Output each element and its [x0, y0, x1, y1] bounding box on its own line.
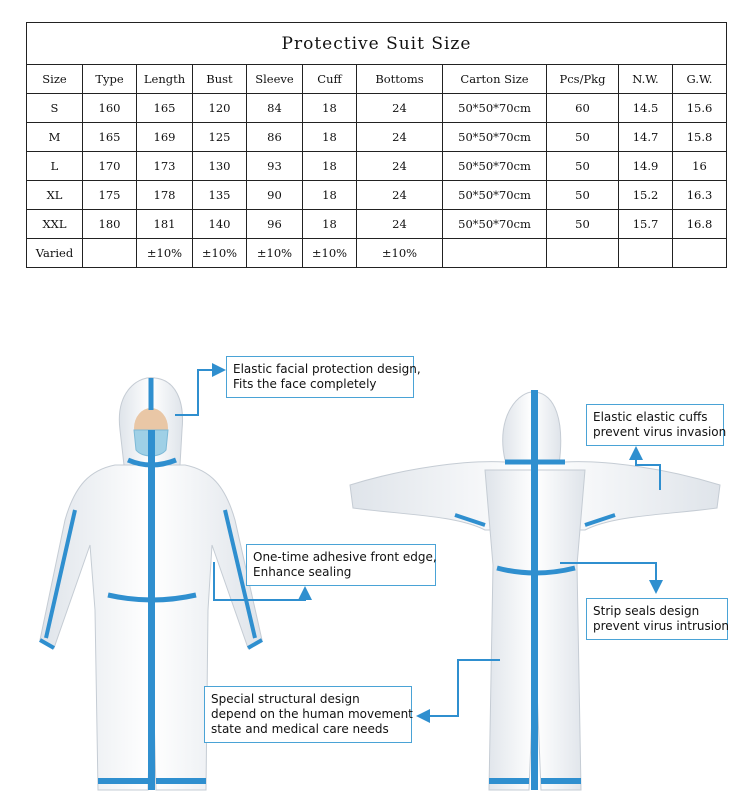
table-cell: 181 — [137, 210, 193, 239]
table-cell: ±10% — [303, 239, 357, 268]
table-cell: 16.8 — [673, 210, 727, 239]
table-cell: XXL — [27, 210, 83, 239]
table-cell: 165 — [137, 94, 193, 123]
table-row — [27, 123, 727, 152]
table-cell: M — [27, 123, 83, 152]
column-header: Size — [27, 65, 83, 94]
table-cell: S — [27, 94, 83, 123]
callout-line: Elastic elastic cuffs — [593, 410, 708, 424]
table-cell: 18 — [303, 181, 357, 210]
table-cell: 50 — [547, 181, 619, 210]
table-cell: 18 — [303, 152, 357, 181]
table-cell: 165 — [83, 123, 137, 152]
callout-line: state and medical care needs — [211, 722, 389, 736]
callout-structural-design — [204, 686, 412, 743]
callout-line: prevent virus invasion — [593, 425, 727, 439]
table-cell: 14.5 — [619, 94, 673, 123]
table-cell: 24 — [357, 181, 443, 210]
table-cell: XL — [27, 181, 83, 210]
table-cell: 50*50*70cm — [443, 152, 547, 181]
callout-line: One-time adhesive front edge, — [253, 550, 437, 564]
table-row-varied — [27, 239, 727, 268]
table-cell: 14.7 — [619, 123, 673, 152]
table-cell: 90 — [247, 181, 303, 210]
table-cell: 140 — [193, 210, 247, 239]
table-cell: L — [27, 152, 83, 181]
size-table — [26, 22, 727, 268]
column-header: Carton Size — [443, 65, 547, 94]
table-cell: 50*50*70cm — [443, 181, 547, 210]
callout-line: Special structural design — [211, 692, 360, 706]
table-cell: 130 — [193, 152, 247, 181]
table-cell — [673, 239, 727, 268]
product-photo-area — [0, 330, 750, 800]
callout-line: Fits the face completely — [233, 377, 377, 391]
table-cell: 50 — [547, 123, 619, 152]
table-row — [27, 181, 727, 210]
table-cell: 50*50*70cm — [443, 210, 547, 239]
callout-line: Elastic facial protection design, — [233, 362, 421, 376]
table-title: Protective Suit Size — [27, 23, 727, 65]
table-cell — [619, 239, 673, 268]
table-cell: 160 — [83, 94, 137, 123]
table-cell: 15.8 — [673, 123, 727, 152]
table-cell: 86 — [247, 123, 303, 152]
column-header: Pcs/Pkg — [547, 65, 619, 94]
column-header: G.W. — [673, 65, 727, 94]
table-cell — [547, 239, 619, 268]
table-header-row — [27, 65, 727, 94]
table-cell: 180 — [83, 210, 137, 239]
table-cell: 50*50*70cm — [443, 94, 547, 123]
table-cell: 18 — [303, 94, 357, 123]
table-cell: ±10% — [137, 239, 193, 268]
column-header: Bottoms — [357, 65, 443, 94]
table-cell: 178 — [137, 181, 193, 210]
callout-adhesive-front-edge — [246, 544, 436, 586]
table-cell: 14.9 — [619, 152, 673, 181]
table-cell: 96 — [247, 210, 303, 239]
table-cell: ±10% — [357, 239, 443, 268]
table-cell: 169 — [137, 123, 193, 152]
table-cell: Varied — [27, 239, 83, 268]
table-row — [27, 152, 727, 181]
table-cell: 18 — [303, 210, 357, 239]
table-cell: 170 — [83, 152, 137, 181]
callout-facial-protection — [226, 356, 421, 398]
callout-strip-seals — [586, 598, 728, 640]
callout-line: Enhance sealing — [253, 565, 352, 579]
table-cell: 24 — [357, 123, 443, 152]
table-row — [27, 94, 727, 123]
column-header: N.W. — [619, 65, 673, 94]
table-cell: 15.6 — [673, 94, 727, 123]
table-row — [27, 210, 727, 239]
table-cell: 120 — [193, 94, 247, 123]
column-header: Sleeve — [247, 65, 303, 94]
callout-line: prevent virus intrusion — [593, 619, 730, 633]
column-header: Length — [137, 65, 193, 94]
column-header: Bust — [193, 65, 247, 94]
table-cell: 24 — [357, 152, 443, 181]
callout-line: depend on the human movement — [211, 707, 413, 721]
table-cell: 84 — [247, 94, 303, 123]
table-cell: ±10% — [247, 239, 303, 268]
table-cell: 50 — [547, 152, 619, 181]
table-cell: 175 — [83, 181, 137, 210]
table-cell: 24 — [357, 94, 443, 123]
table-cell: 135 — [193, 181, 247, 210]
table-cell: 50 — [547, 210, 619, 239]
table-title-row — [27, 23, 727, 65]
table-cell: 24 — [357, 210, 443, 239]
table-cell — [83, 239, 137, 268]
column-header: Cuff — [303, 65, 357, 94]
table-cell: 125 — [193, 123, 247, 152]
table-cell: 93 — [247, 152, 303, 181]
table-cell: 15.2 — [619, 181, 673, 210]
table-cell: 50*50*70cm — [443, 123, 547, 152]
table-cell: 16.3 — [673, 181, 727, 210]
table-cell: 18 — [303, 123, 357, 152]
callout-line: Strip seals design — [593, 604, 700, 618]
table-cell: 16 — [673, 152, 727, 181]
callout-elastic-cuffs — [586, 404, 727, 446]
table-cell: 173 — [137, 152, 193, 181]
table-cell — [443, 239, 547, 268]
column-header: Type — [83, 65, 137, 94]
table-cell: 15.7 — [619, 210, 673, 239]
table-cell: ±10% — [193, 239, 247, 268]
table-cell: 60 — [547, 94, 619, 123]
